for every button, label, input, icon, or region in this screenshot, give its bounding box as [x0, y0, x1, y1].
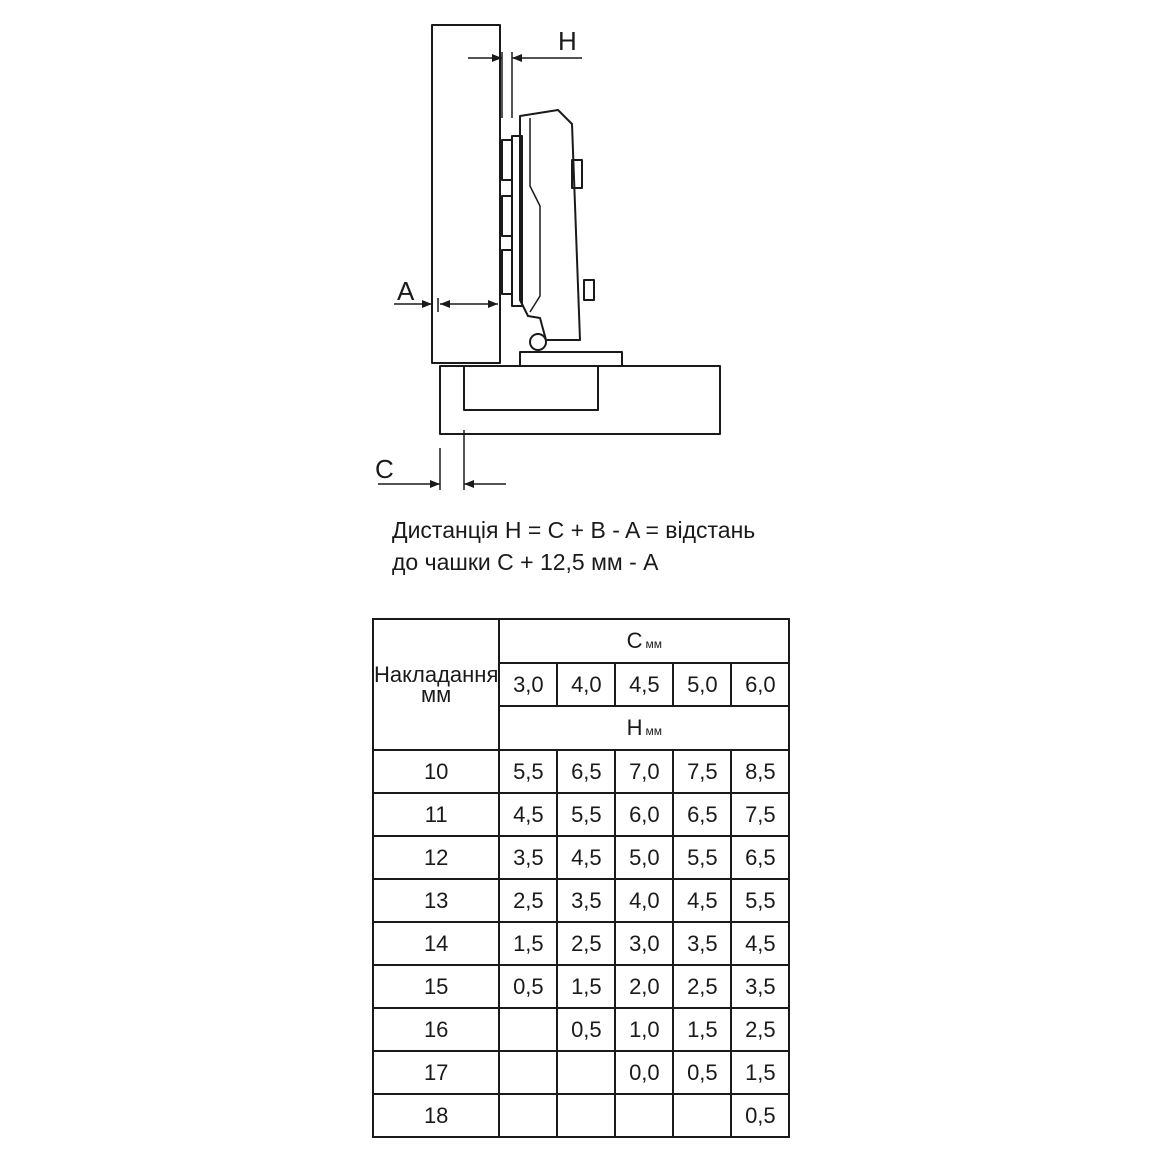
c-value-cell: 3,0: [499, 663, 557, 706]
h-value-cell: 3,5: [673, 922, 731, 965]
h-value-cell: 7,5: [731, 793, 789, 836]
h-value-cell: [499, 1051, 557, 1094]
table-row: [373, 965, 789, 1008]
formula-line-2: до чашки C + 12,5 мм - A: [392, 549, 659, 575]
h-value-cell: 5,5: [557, 793, 615, 836]
h-value-cell: [557, 1051, 615, 1094]
h-value-cell: 4,0: [615, 879, 673, 922]
h-value-cell: 3,5: [557, 879, 615, 922]
h-value-cell: 8,5: [731, 750, 789, 793]
h-value-cell: [673, 1094, 731, 1137]
h-value-cell: 0,5: [499, 965, 557, 1008]
h-value-cell: 3,5: [731, 965, 789, 1008]
h-value-cell: 6,0: [615, 793, 673, 836]
overlay-value-cell: 13: [373, 879, 499, 922]
overlay-header-label: Накладання: [374, 661, 499, 687]
h-value-cell: 2,5: [673, 965, 731, 1008]
table-row: [373, 1051, 789, 1094]
formula-line-1: Дистанція H = C + B - A = відстань: [392, 517, 756, 543]
h-value-cell: 0,0: [615, 1051, 673, 1094]
overlay-value-cell: 16: [373, 1008, 499, 1051]
table-row: [373, 922, 789, 965]
overlay-value-cell: 10: [373, 750, 499, 793]
h-value-cell: 2,0: [615, 965, 673, 1008]
h-value-cell: 2,5: [731, 1008, 789, 1051]
h-header-label: H: [626, 715, 643, 740]
h-value-cell: 5,5: [731, 879, 789, 922]
mounting-plate: [520, 352, 622, 366]
h-value-cell: 1,5: [673, 1008, 731, 1051]
c-value-cell: 4,5: [615, 663, 673, 706]
h-value-cell: 2,5: [499, 879, 557, 922]
table-row: [373, 879, 789, 922]
h-header-unit: мм: [645, 724, 663, 738]
h-value-cell: 5,0: [615, 836, 673, 879]
overlay-value-cell: 11: [373, 793, 499, 836]
cabinet-side-panel: [440, 366, 720, 434]
h-value-cell: 2,5: [557, 922, 615, 965]
overlay-header-unit: мм: [421, 681, 452, 707]
h-value-cell: [499, 1094, 557, 1137]
formula-text: [392, 514, 755, 578]
dimension-h-label: H: [558, 26, 577, 56]
table-row: [373, 750, 789, 793]
door-panel: [432, 25, 500, 363]
h-value-cell: 6,5: [731, 836, 789, 879]
h-value-cell: [499, 1008, 557, 1051]
overlay-table: [372, 618, 790, 1138]
dimension-c-label: C: [375, 454, 394, 484]
pivot-pin: [530, 334, 546, 350]
h-value-cell: 5,5: [673, 836, 731, 879]
table-row: [373, 1008, 789, 1051]
overlay-value-cell: 15: [373, 965, 499, 1008]
h-value-cell: 0,5: [557, 1008, 615, 1051]
h-value-cell: 5,5: [499, 750, 557, 793]
overlay-value-cell: 18: [373, 1094, 499, 1137]
h-value-cell: 7,0: [615, 750, 673, 793]
c-header: [499, 619, 789, 663]
h-value-cell: 4,5: [673, 879, 731, 922]
h-value-cell: 4,5: [731, 922, 789, 965]
overlay-value-cell: 17: [373, 1051, 499, 1094]
h-value-cell: [615, 1094, 673, 1137]
h-value-cell: 6,5: [557, 750, 615, 793]
fixing-screw: [584, 280, 594, 300]
h-value-cell: 0,5: [731, 1094, 789, 1137]
c-header-label: C: [626, 628, 643, 653]
h-value-cell: 0,5: [673, 1051, 731, 1094]
table-row: [373, 793, 789, 836]
c-value-cell: 6,0: [731, 663, 789, 706]
h-value-cell: 1,5: [731, 1051, 789, 1094]
hinge-diagram: [0, 0, 1156, 510]
h-value-cell: 1,5: [557, 965, 615, 1008]
h-value-cell: 4,5: [499, 793, 557, 836]
h-value-cell: 6,5: [673, 793, 731, 836]
h-value-cell: 3,5: [499, 836, 557, 879]
h-value-cell: 1,0: [615, 1008, 673, 1051]
hinge-cup-recess: [464, 366, 598, 410]
overlay-value-cell: 14: [373, 922, 499, 965]
hinge-arm: [520, 110, 580, 340]
c-value-cell: 4,0: [557, 663, 615, 706]
h-value-cell: 3,0: [615, 922, 673, 965]
table-row: [373, 836, 789, 879]
h-value-cell: 4,5: [557, 836, 615, 879]
h-value-cell: 7,5: [673, 750, 731, 793]
h-value-cell: 1,5: [499, 922, 557, 965]
h-value-cell: [557, 1094, 615, 1137]
c-value-cell: 5,0: [673, 663, 731, 706]
h-header: [499, 706, 789, 750]
overlay-header: [373, 619, 499, 750]
c-header-unit: мм: [645, 637, 663, 651]
table-row: [373, 1094, 789, 1137]
dimension-a-label: A: [397, 276, 415, 306]
overlay-value-cell: 12: [373, 836, 499, 879]
